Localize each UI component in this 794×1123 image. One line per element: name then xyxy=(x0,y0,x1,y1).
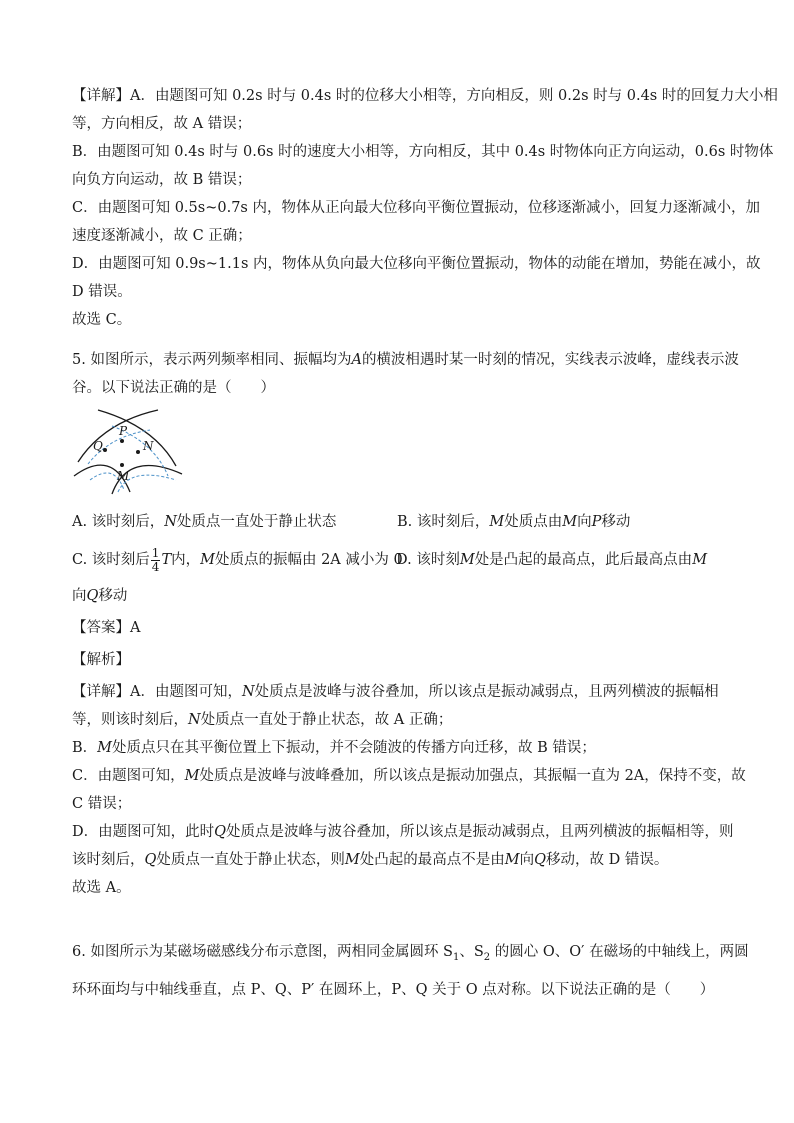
q5-option-d-continued: 向Q移动 xyxy=(72,588,128,604)
q5-option-a[interactable]: A. 该时刻后，N处质点一直处于静止状态 xyxy=(72,514,337,530)
point-n-dot xyxy=(136,450,140,454)
q4-analysis-line: D 错误。 xyxy=(72,284,132,300)
crest-line xyxy=(78,410,158,462)
q5-option-d[interactable]: D. 该时刻M处是凸起的最高点，此后最高点由M xyxy=(396,552,708,568)
q5-var-a: A xyxy=(351,352,362,368)
point-p-dot xyxy=(120,439,124,443)
q4-analysis-line: D．由题图可知 0.9s~1.1s 内，物体从负向最大位移向平衡位置振动，物体的动能在增加，势能在减小，故 xyxy=(72,256,761,272)
q4-analysis-line: 【详解】A．由题图可知 0.2s 时与 0.4s 时的位移大小相等，方向相反，则 0.2s 时与 0.4s 时的回复力大小相 xyxy=(72,88,778,104)
label-p: P xyxy=(119,424,128,438)
q5-option-b[interactable]: B. 该时刻后，M处质点由M向P移动 xyxy=(397,514,631,530)
q4-analysis-line: 向负方向运动，故 B 错误； xyxy=(72,172,252,188)
q5-stem-text: 的横波相遇时某一时刻的情况，实线表示波峰，虚线表示波 xyxy=(361,352,739,368)
point-q-dot xyxy=(103,448,107,452)
q5-analysis-line: D．由题图可知，此时Q处质点是波峰与波谷叠加，所以该点是振动减弱点，且两列横波的振幅相等，则 xyxy=(72,824,734,840)
q5-stem-text: 5. 如图所示，表示两列频率相同、振幅均为 xyxy=(72,352,352,368)
q4-analysis-line: C．由题图可知 0.5s~0.7s 内，物体从正向最大位移向平衡位置振动，位移逐渐减小，回复力逐渐减小，加 xyxy=(72,200,760,216)
label-m: M xyxy=(117,469,130,483)
q6-stem-text: 6. 如图所示为某磁场磁感线分布示意图，两相同金属圆环 S xyxy=(72,944,453,960)
point-m-dot xyxy=(120,463,124,467)
q5-analysis-line: 等，则该时刻后，N处质点一直处于静止状态，故 A 正确； xyxy=(72,712,453,728)
q5-answer-section xyxy=(72,614,746,902)
q6-stem-text: 环环面均与中轴线垂直，点 P、Q、P′ 在圆环上，P、Q 关于 O 点对称。以下说法正确的是（ ） xyxy=(72,981,715,998)
analysis-label: 【解析】 xyxy=(72,652,130,668)
q5-stem-text: 谷。以下说法正确的是（ ） xyxy=(72,380,275,396)
q4-analysis-line: B．由题图可知 0.4s 时与 0.6s 时的速度大小相等，方向相反，其中 0.4s 时物体向正方向运动，0.6s 时物体 xyxy=(72,144,774,160)
q5-analysis-line: B．M处质点只在其平衡位置上下振动，并不会随波的传播方向迁移，故 B 错误； xyxy=(72,740,596,756)
q5-stem xyxy=(72,346,739,402)
q4-analysis-line: 等，方向相反，故 A 错误； xyxy=(72,116,252,132)
label-n: N xyxy=(143,439,154,453)
q5-analysis-line: C 错误； xyxy=(72,796,132,812)
q4-conclusion: 故选 C。 xyxy=(72,312,132,328)
wave-interference-figure xyxy=(72,404,184,496)
q6-stem: 6. 如图所示为某磁场磁感线分布示意图，两相同金属圆环 $S_1$、$S_2$ 的圆心 O、O′ 在磁场的中轴线上，两圆 环环面均与中轴线垂直，点 P、Q、P′ 在圆环上，P、Q 关于 O 点对称。以下说法正确的是（ ） xyxy=(72,938,722,1004)
q4-analysis-line: 速度逐渐减小，故 C 正确； xyxy=(72,228,252,244)
fraction-one-quarter: $\frac{1}{4}$ xyxy=(151,545,160,574)
q5-analysis-line: 该时刻后，Q处质点一直处于静止状态，则M处凸起的最高点不是由M向Q移动，故 D 错误。 xyxy=(72,852,669,868)
q5-analysis-line: C．由题图可知，M处质点是波峰与波峰叠加，所以该点是振动加强点，其振幅一直为 2A，保持不变，故 xyxy=(72,768,746,784)
crest-line xyxy=(98,410,176,466)
answer-label: 【答案】A xyxy=(72,620,141,636)
label-q: Q xyxy=(93,439,103,453)
q5-option-c[interactable]: C. 该时刻后 $\frac{1}{4}$ T内，M处质点的振幅由 2A 减小为 0 xyxy=(72,545,403,574)
q5-conclusion: 故选 A。 xyxy=(72,880,131,896)
q4-analysis xyxy=(72,82,778,334)
q5-analysis-line: 【详解】A．由题图可知，N处质点是波峰与波谷叠加，所以该点是振动减弱点，且两列横波的振幅相 xyxy=(72,684,719,700)
